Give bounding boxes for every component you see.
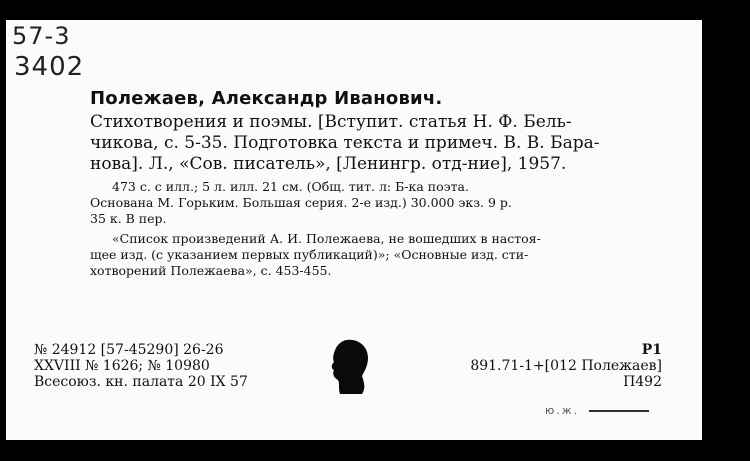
physical-line-1: 473 с. с илл.; 5 л. илл. 21 см. (Общ. тит. л: Б-ка поэта.: [112, 179, 469, 194]
record-number: № 24912 [57-45290] 26-26: [34, 342, 224, 358]
handwritten-code-2: 3402: [14, 52, 85, 82]
poet-silhouette-icon: [326, 338, 374, 400]
udc-code: 891.71-1+[012 Полежаев]: [470, 358, 662, 374]
description-line-1: Стихотворения и поэмы. [Вступит. статья Н. Ф. Бель-: [90, 112, 572, 132]
stamp-mark-text: ю.ж.: [545, 404, 580, 417]
registry-number: XXVIII № 1626; № 10980: [34, 358, 210, 374]
handwritten-code-1: 57-3: [12, 22, 71, 50]
physical-line-3: 35 к. В пер.: [90, 211, 167, 226]
class-code: Р1: [641, 342, 662, 358]
notes-line-1: «Список произведений А. И. Полежаева, не вошедших в настоя-: [112, 231, 541, 246]
physical-line-2: Основана М. Горьким. Большая серия. 2-е изд.) 30.000 экз. 9 р.: [90, 195, 512, 210]
notes-line-2: щее изд. (с указанием первых публикаций)»; «Основные изд. сти-: [90, 247, 529, 262]
chamber-date: Всесоюз. кн. палата 20 IX 57: [34, 374, 248, 390]
notes-line-3: хотворений Полежаева», с. 453-455.: [90, 263, 332, 278]
stamp-line: [589, 410, 649, 412]
description-line-3: нова]. Л., «Сов. писатель», [Ленингр. отд-ние], 1957.: [90, 154, 567, 174]
author-heading: Полежаев, Александр Иванович.: [90, 88, 443, 109]
stamp-mark: [545, 404, 660, 418]
author-sign: П492: [623, 374, 662, 390]
description-line-2: чикова, с. 5-35. Подготовка текста и примеч. В. В. Бара-: [90, 133, 600, 153]
